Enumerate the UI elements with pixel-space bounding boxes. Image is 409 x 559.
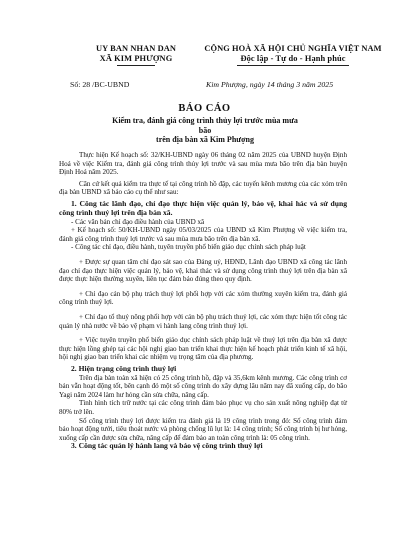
- list-item: + Kế hoạch số: 50/KH-UBND ngày 05/03/2025 của UBND xã Kim Phượng về việc kiểm tra, đánh giá công trình thuỷ lợi trước và sau mùa mưa bão trên địa bàn xã.: [59, 226, 347, 243]
- national-motto: [188, 44, 398, 66]
- document-date: Kim Phượng, ngày 14 tháng 3 năm 2025: [206, 80, 334, 89]
- section-heading-3: 3. Công tác quản lý hành lang và bảo vệ công trình thuỷ lợi: [71, 441, 263, 451]
- list-item: + Chỉ đạo tổ thuỷ nông phối hợp với cán bộ phụ trách thuỷ lợi, các xóm thực hiện tốt công tác quản lý nhà nước về bảo vệ phạm vi hành lang công trình thuỷ lợi.: [59, 312, 347, 330]
- reference-row: [0, 80, 409, 92]
- subtitle-line2: trên địa bàn xã Kim Phượng: [156, 135, 254, 145]
- report-body: [59, 151, 347, 451]
- list-item: + Việc tuyên truyền phổ biến giáo dục chính sách pháp luật về thuỷ lợi trên địa bàn xã được thực hiện lồng ghép tại các hội nghị giao ban triển khai thực hiện kế hoạch phát triển kinh tế xã hội, hội nghị giao ban triển khai các nhiệm vụ trọng tâm của địa phương.: [59, 336, 347, 362]
- agency-name-line2: XÃ KIM PHƯỢNG: [99, 54, 173, 63]
- list-item: + Được sự quan tâm chỉ đạo sát sao của Đảng uỷ, HĐND, Lãnh đạo UBND xã công tác lãnh đạo chỉ đạo thực hiện việc quản lý, bảo vệ, khai thác và sử dụng công trình thuỷ lợi trên địa bàn xã được thực hiện thường xuyên, liên tục đảm bảo đúng theo quy định.: [59, 257, 347, 284]
- subtitle-line1: Kiểm tra, đánh giá công trình thủy lợi trước mùa mưa bão: [112, 116, 298, 135]
- paragraph-inspection-result: Căn cứ kết quả kiểm tra thực tế tại công trình hồ đập, các tuyến kênh mương của các xóm trên địa bàn UBND xã báo cáo cụ thể như sau:: [59, 179, 347, 197]
- national-motto-line: Độc lập - Tự do - Hạnh phúc: [240, 54, 346, 63]
- agency-underline: [117, 65, 155, 66]
- report-subtitle: [110, 116, 300, 145]
- issuing-agency: [66, 44, 206, 66]
- section-heading-2: 2. Hiện trạng công trình thuỷ lợi: [71, 363, 177, 373]
- list-item: + Chỉ đạo cán bộ phụ trách thuỷ lợi phối hợp với các xóm thường xuyên kiểm tra, đánh giá công trình thuỷ lợi.: [59, 289, 347, 307]
- paragraph-status: Trên địa bàn toàn xã hiện có 25 công trình hồ, đập và 35,6km kênh mương. Các công trình cơ bản vẫn hoạt động tốt, bên cạnh đó một số công trình do xây dựng lâu năm nay đã xuống cấp, do bão Yagi năm 2024 làm hư hỏng cần sửa chữa, nâng cấp.: [59, 373, 347, 399]
- list-item: - Các văn bản chỉ đạo điều hành của UBND xã: [71, 217, 205, 226]
- list-item: - Công tác chỉ đạo, điều hành, tuyên truyền phổ biến giáo dục chính sách pháp luật: [71, 243, 306, 252]
- document-header: [0, 44, 409, 104]
- paragraph-basis: Thực hiện Kế hoạch số: 32/KH-UBND ngày 06 tháng 02 năm 2025 của UBND huyện Định Hoá về việc Kiểm tra, đánh giá công trình thủy lợi trước và sau mùa mưa bão trên địa bàn huyện Định Hoá năm 2025.: [59, 151, 347, 177]
- report-title: BÁO CÁO: [178, 103, 231, 114]
- motto-underline: [237, 65, 349, 66]
- agency-name-line1: UY BAN NHAN DAN: [95, 44, 177, 53]
- section-heading-1: 1. Công tác lãnh đạo, chỉ đạo thực hiện việc quản lý, bảo vệ, khai hác và sử dụng công trình thuỷ lợi trên địa bàn xã.: [59, 198, 347, 217]
- paragraph-assessment: Số công trình thuỷ lợi được kiểm tra đánh giá là 19 công trình trong đó: Số công trình đảm bảo hoạt động tưới, tiêu thoát nước và phòng chống lũ lụt là: 14 công trình; Số công trình bị hư hỏng, xuống cấp cần được sửa chữa, nâng cấp để đảm bảo an toàn công trình là: 05 công trình.: [59, 416, 347, 442]
- document-number: Số: 28 /BC-UBND: [70, 80, 130, 89]
- paragraph-water-storage: Tình hình tích trữ nước tại các công trình đảm bảo phục vụ cho sản xuất nông nghiệp đạt từ 80% trở lên.: [59, 399, 347, 417]
- national-title: CỘNG HOÀ XÃ HỘI CHỦ NGHĨA VIỆT NAM: [204, 44, 382, 53]
